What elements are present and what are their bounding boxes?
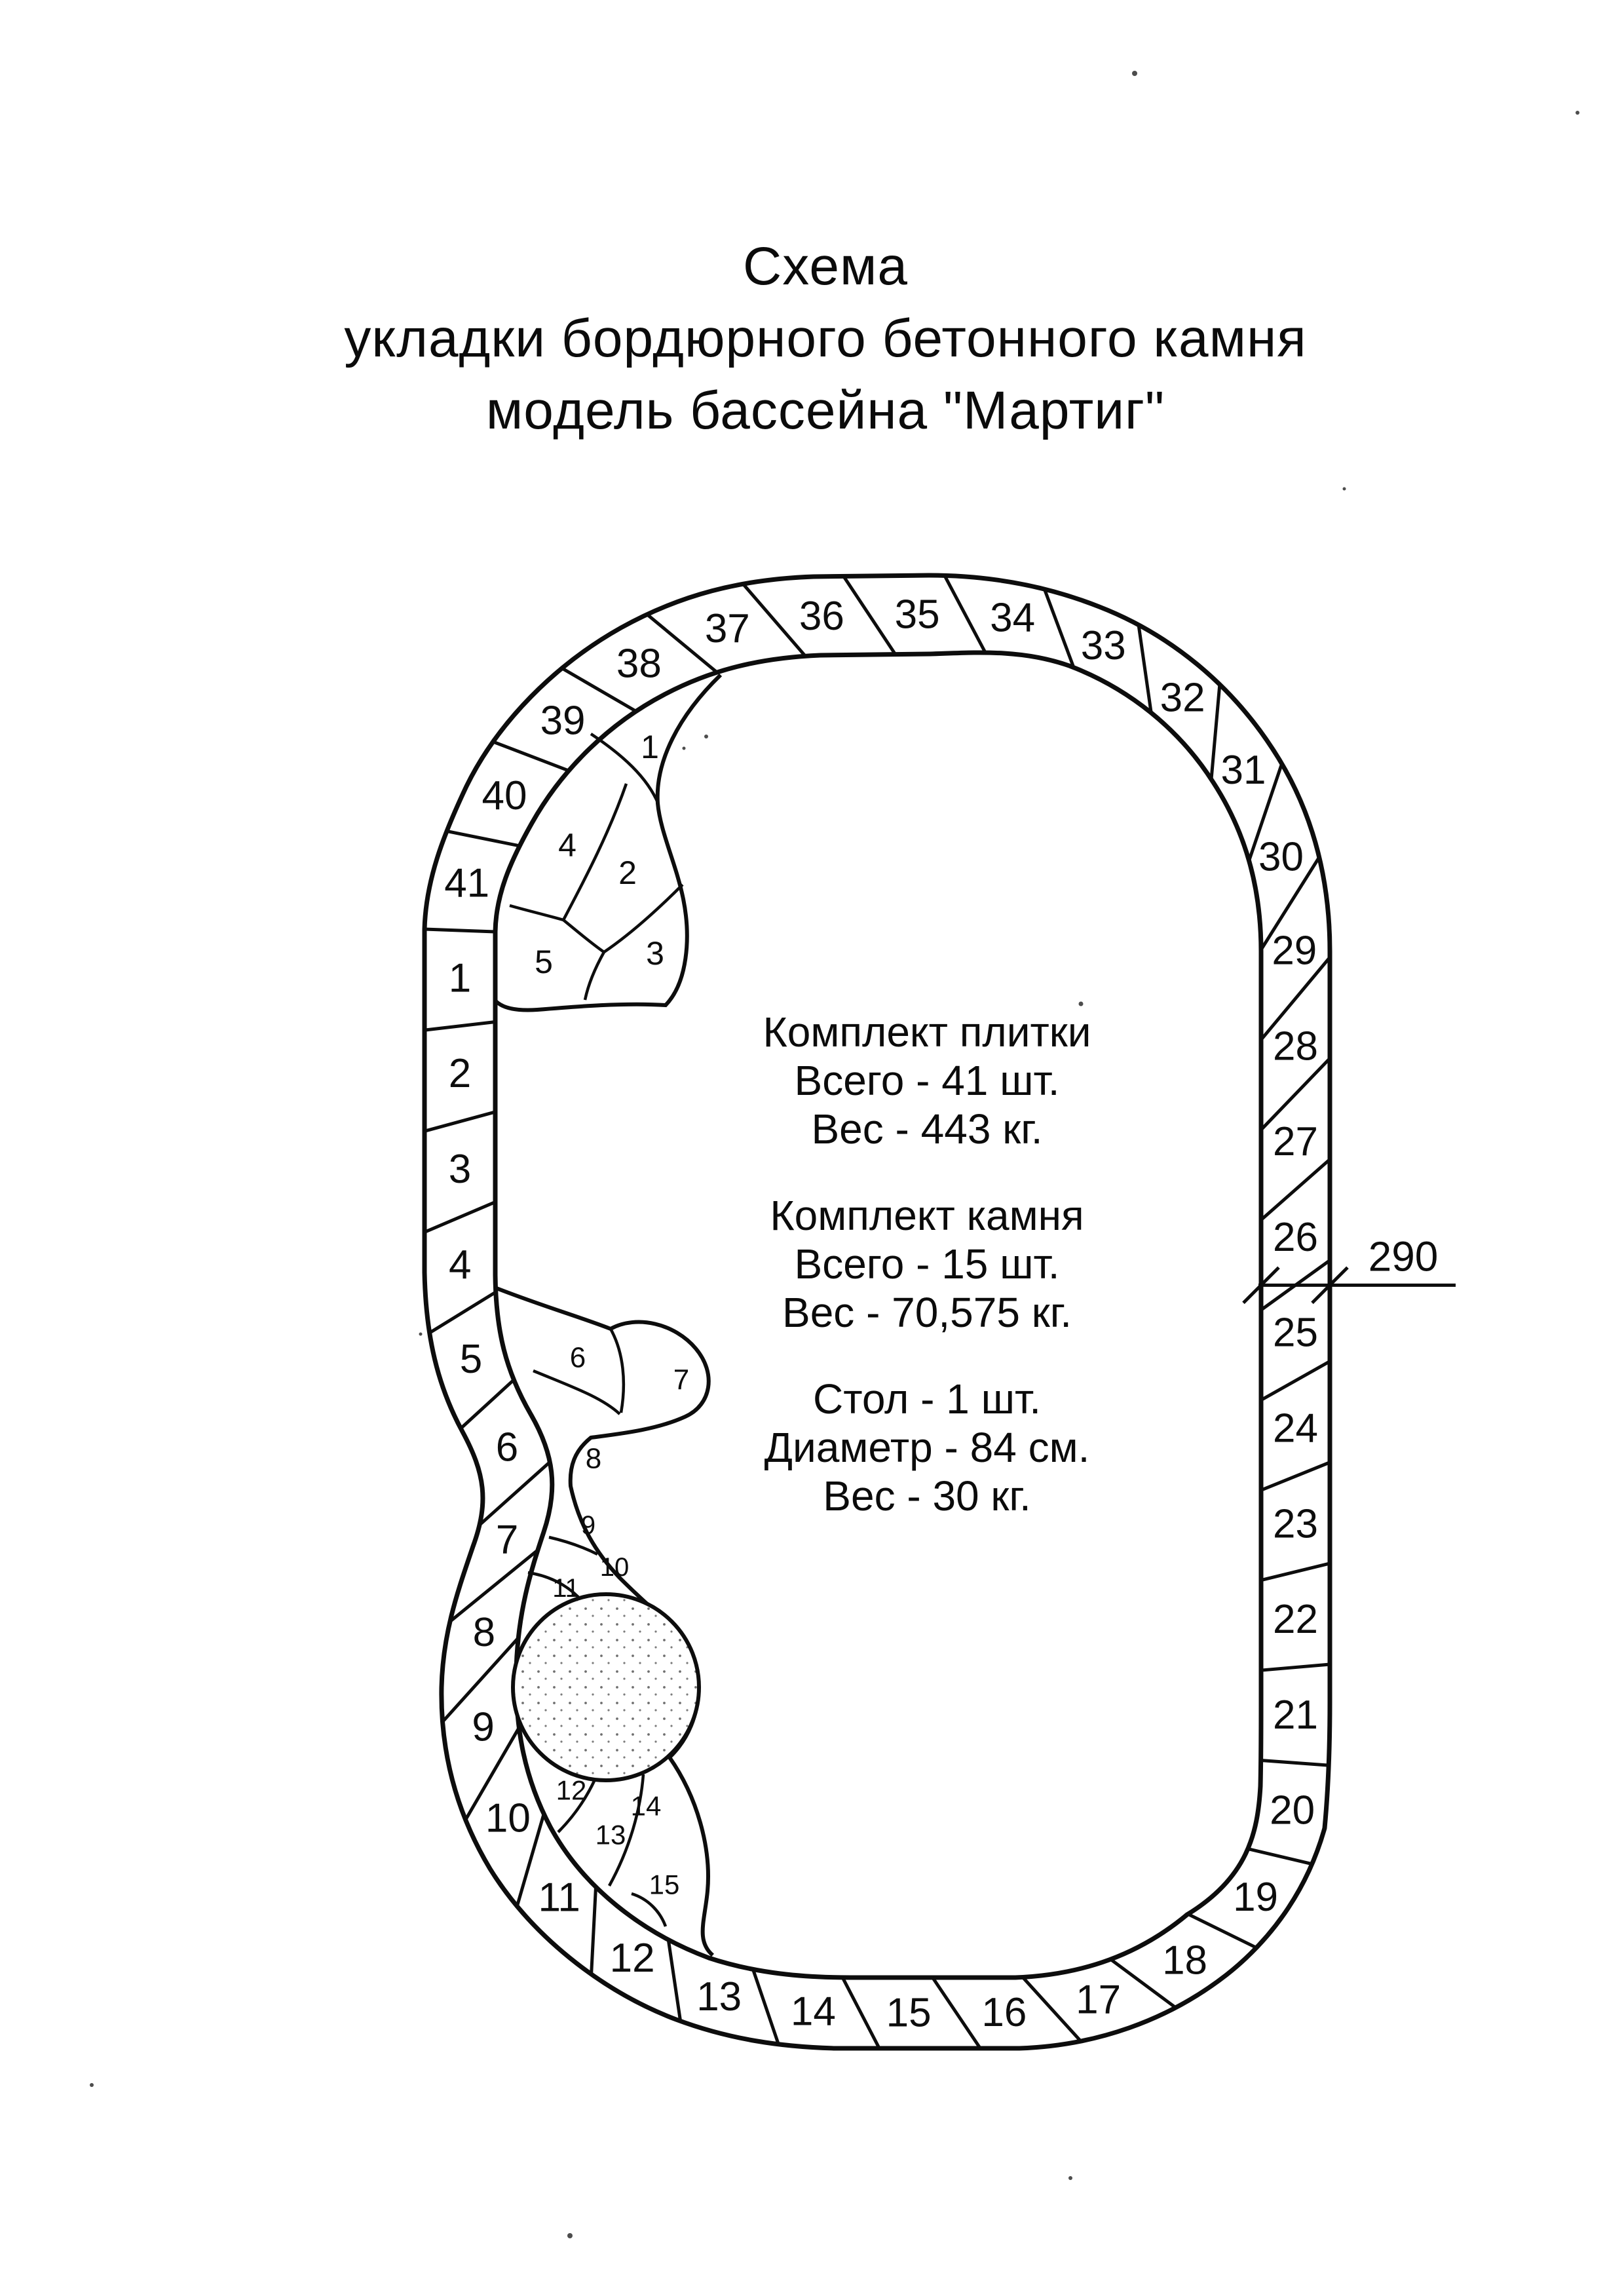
scan-speck [419,1333,423,1336]
title-line-1: Схема [743,237,908,296]
tile-number: 5 [459,1337,483,1383]
table-circle [513,1594,699,1780]
stone-number: 15 [649,1869,680,1900]
stone-number: 12 [556,1774,587,1806]
info-stones-count: Всего - 15 шт. [794,1240,1060,1288]
tile-number: 11 [538,1875,580,1921]
tile-divider [1023,1977,1081,2041]
tile-number: 6 [495,1425,519,1470]
stone-number: 10 [599,1553,630,1582]
tile-divider [1248,1849,1312,1864]
info-table-diameter: Диаметр - 84 см. [764,1424,1090,1471]
tile-number: 18 [1162,1938,1208,1983]
tile-number: 20 [1270,1788,1315,1833]
tile-divider [1261,1664,1330,1670]
tile-number: 19 [1233,1874,1279,1920]
tile-divider [842,1978,879,2048]
tile-number: 35 [894,592,940,638]
tile-divider [1211,685,1220,780]
scan-speck [704,735,708,738]
stone-divider [585,952,604,1000]
tile-number: 26 [1273,1214,1318,1260]
stone-number: 11 [552,1574,580,1603]
tile-divider [1261,1362,1330,1400]
tile-divider [493,742,569,771]
tile-divider [668,1940,680,2021]
upper-stone-region-outline [496,675,721,1010]
stone-number: 7 [673,1364,690,1396]
scan-speck [683,747,686,750]
tile-number: 40 [482,773,527,819]
tile-divider [844,576,896,654]
stone-divider [563,920,604,952]
tile-number: 36 [799,594,844,640]
info-tiles [599,1008,1255,1153]
stone-divider [510,906,563,920]
tile-divider [945,575,985,653]
tile-divider [461,1380,514,1428]
tile-number: 21 [1272,1692,1318,1738]
tile-divider [430,1292,496,1333]
tile-number: 7 [495,1517,519,1563]
tile-number: 30 [1258,834,1304,880]
tile-number: 22 [1273,1597,1318,1643]
tile-number: 37 [704,606,750,652]
title-line-2: укладки бордюрного бетонного камня [344,309,1307,368]
stone-number: 8 [585,1442,602,1475]
tile-divider [592,1887,596,1974]
tile-number: 15 [886,1990,932,2036]
dimension-label: 290 [1368,1233,1439,1280]
info-table [599,1375,1255,1520]
tile-number: 41 [444,860,490,906]
tile-number: 25 [1273,1310,1318,1356]
tile-divider [447,831,519,845]
tile-number: 33 [1080,622,1126,668]
tile-number: 17 [1076,1977,1122,2023]
tile-number: 31 [1220,748,1266,794]
info-stones-title: Комплект камня [770,1192,1084,1239]
scan-speck [1132,71,1137,76]
stone-number: 2 [618,854,637,891]
tile-number: 32 [1160,675,1205,721]
tile-divider [743,584,805,656]
scan-speck [1576,111,1579,115]
stone-number: 6 [569,1341,586,1374]
tile-number: 14 [790,1989,836,2035]
tile-divider [425,1022,495,1030]
tile-number: 23 [1273,1501,1318,1547]
tile-number: 10 [485,1795,531,1841]
tile-divider [1139,625,1151,713]
tile-number: 29 [1272,928,1317,974]
stone-number: 5 [535,944,553,980]
tile-number: 12 [609,1936,655,1981]
tile-divider [1261,1463,1330,1490]
tile-divider [425,929,495,932]
tile-number: 24 [1273,1406,1318,1451]
tile-number: 1 [448,955,472,1001]
stone-number: 4 [558,827,576,864]
info-table-weight: Вес - 30 кг. [823,1472,1031,1520]
tile-divider [1261,1761,1329,1766]
tile-divider [933,1978,981,2048]
tile-number: 3 [448,1147,472,1193]
tile-number: 16 [981,1990,1027,2036]
stone-number: 9 [580,1511,596,1540]
tile-divider [753,1969,778,2044]
tile-number: 13 [696,1974,742,2019]
stone-number: 13 [595,1819,626,1850]
info-stones [599,1191,1255,1337]
tile-number: 28 [1273,1024,1318,1069]
tile-number: 9 [472,1704,495,1750]
tile-divider [1261,1159,1330,1219]
info-stones-weight: Вес - 70,575 кг. [782,1289,1072,1336]
tile-number: 39 [540,698,586,744]
tile-number: 38 [616,641,662,687]
scan-speck [1068,2176,1072,2180]
tile-number: 8 [472,1609,496,1655]
tile-number: 2 [448,1051,472,1097]
info-tiles-count: Всего - 41 шт. [794,1057,1060,1104]
stone-number: 14 [630,1790,662,1822]
info-table-count: Стол - 1 шт. [813,1375,1041,1423]
stone-number: 3 [646,935,664,972]
tile-divider [1261,1563,1330,1580]
scan-speck [1079,1002,1084,1006]
tile-divider [425,1112,495,1131]
scan-speck [567,2233,573,2238]
stone-divider [604,885,683,952]
tile-divider [480,1462,550,1525]
tile-divider [425,1202,495,1232]
tile-number: 4 [448,1242,472,1288]
stone-number: 1 [641,729,659,765]
tile-divider [1044,589,1074,668]
scan-speck [1343,488,1346,491]
info-tiles-weight: Вес - 443 кг. [811,1105,1043,1153]
info-block [599,1008,1255,1520]
info-tiles-title: Комплект плитки [763,1008,1091,1056]
scan-speck [90,2083,94,2087]
tile-number: 34 [990,595,1036,641]
tile-number: 27 [1273,1119,1318,1165]
title-line-3: модель бассейна "Мартиг" [485,381,1165,440]
